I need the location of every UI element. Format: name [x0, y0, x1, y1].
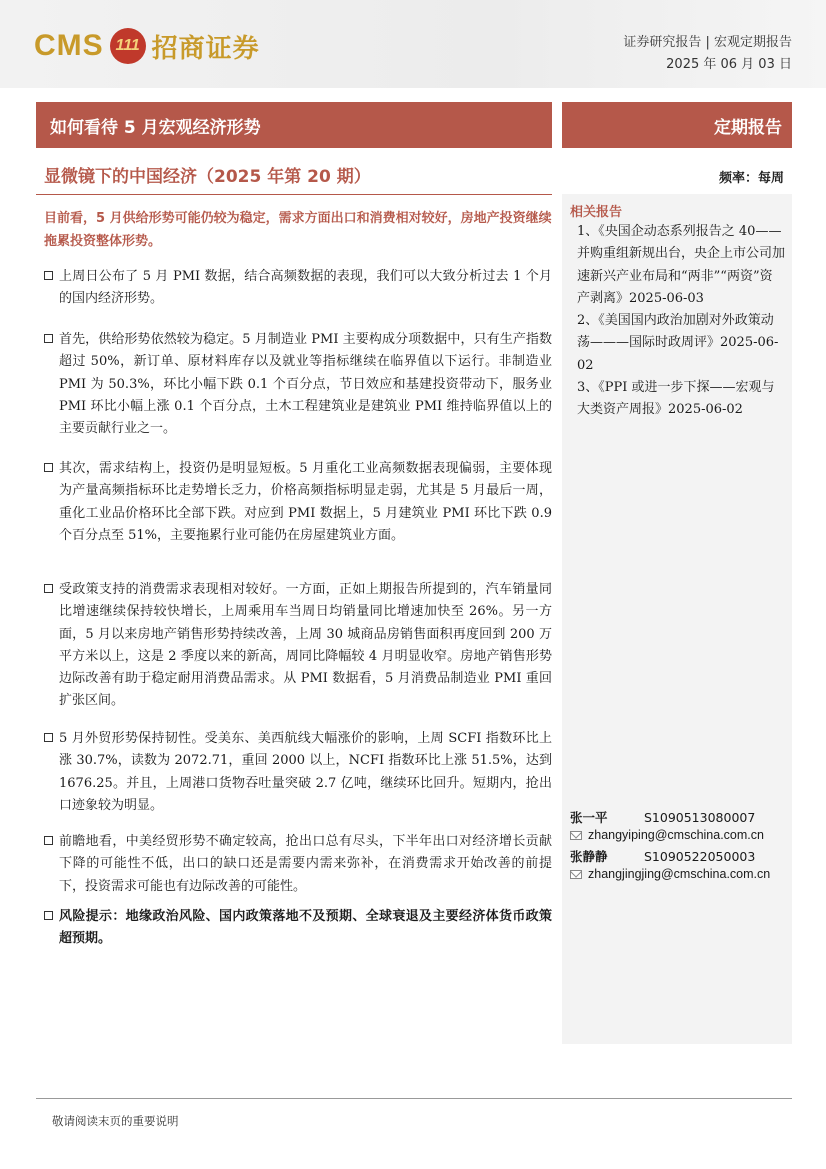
body-paragraph	[44, 266, 552, 311]
square-bullet-icon	[44, 733, 53, 742]
analyst-1	[570, 808, 755, 826]
report-type-tag	[562, 102, 792, 148]
related-report-item[interactable]: 2、《美国国内政治加剧对外政策动荡———国际时政周评》2025-06-02	[577, 313, 779, 373]
analyst-name: 张静静	[570, 849, 608, 864]
analyst-email[interactable]: zhangjingjing@cmschina.com.cn	[588, 867, 771, 881]
logo-text: CMS	[34, 29, 104, 62]
footer-divider	[36, 1098, 792, 1099]
paragraph-text: 5 月外贸形势保持韧性。受美东、美西航线大幅涨价的影响，上周 SCFI 指数环比上涨 30.7%，读数为 2072.71，重回 2000 以上，NCFI 指数环比上涨 51.5%，达到 1676.25。并且，上周港口货物吞吐量突破 2.7 亿吨，继续环比回升。短期内，抢出口迹象较为明显。	[59, 731, 552, 813]
analyst-2-email-line	[570, 867, 770, 881]
analyst-id: S1090522050003	[643, 849, 756, 864]
risk-warning	[44, 906, 552, 951]
paragraph-text: 其次，需求结构上，投资仍是明显短板。5 月重化工业高频数据表现偏弱，主要体现为产量高频指标环比走势增长乏力，价格高频指标明显走弱，尤其是 5 月最后一周，重化工业品价格环比全部下跌。对应到 PMI 数据上，5 月建筑业 PMI 环比下跌 0.9 个百分点至 51%，主要拖累行业可能仍在房屋建筑业方面。	[59, 461, 552, 543]
paragraph-text: 前瞻地看，中美经贸形势不确定较高，抢出口总有尽头，下半年出口对经济增长贡献下降的可能性不低，出口的缺口还是需要内需来弥补，在消费需求开始改善的前提下，投资需求可能也有边际改善的可能性。	[59, 834, 552, 894]
paragraph-text: 首先，供给形势依然较为稳定。5 月制造业 PMI 主要构成分项数据中，只有生产指数超过 50%，新订单、原材料库存以及就业等指标继续在临界值以下运行。非制造业 PMI 为 50.3%，环比小幅下跌 0.1 个百分点，节日效应和基建投资带动下，服务业 PMI 环比小幅上涨 0.1 个百分点，土木工程建筑业是建筑业 PMI 维持临界值以上的主要贡献行业之一。	[59, 332, 552, 437]
doc-date: 2025 年 06 月 03 日	[666, 57, 792, 72]
body-paragraph	[44, 329, 552, 440]
square-bullet-icon	[44, 271, 53, 280]
related-report-item[interactable]: 3、《PPI 或进一步下探——宏观与大类资产周报》2025-06-02	[577, 380, 775, 418]
body-paragraph	[44, 728, 552, 817]
title-bar	[36, 102, 552, 148]
body-paragraph	[44, 458, 552, 547]
related-reports-list	[577, 221, 785, 422]
report-type-label: 定期报告	[714, 117, 782, 138]
risk-text: 风险提示：地缘政治风险、国内政策落地不及预期、全球衰退及主要经济体货币政策超预期。	[59, 909, 552, 947]
analyst-2	[570, 847, 755, 865]
report-title: 如何看待 5 月宏观经济形势	[50, 117, 261, 138]
header-band	[0, 0, 826, 88]
mail-icon	[570, 831, 582, 840]
logo-emblem-icon: 111	[110, 28, 146, 64]
analyst-1-email-line	[570, 828, 764, 842]
related-reports-title: 相关报告	[570, 205, 623, 220]
report-subtitle: 显微镜下的中国经济（2025 年第 20 期）	[44, 167, 371, 187]
body-paragraph	[44, 579, 552, 713]
subtitle-divider	[36, 194, 552, 195]
mail-icon	[570, 870, 582, 879]
square-bullet-icon	[44, 463, 53, 472]
body-paragraph	[44, 831, 552, 898]
analyst-name: 张一平	[570, 810, 608, 825]
summary-text: 目前看，5 月供给形势可能仍较为稳定，需求方面出口和消费相对较好，房地产投资继续拖累投资整体形势。	[44, 211, 552, 249]
frequency-label: 频率：每周	[718, 171, 784, 186]
paragraph-text: 上周日公布了 5 月 PMI 数据，结合高频数据的表现，我们可以大致分析过去 1 个月的国内经济形势。	[59, 269, 552, 307]
paragraph-text: 受政策支持的消费需求表现相对较好。一方面，正如上期报告所提到的，汽车销量同比增速继续保持较快增长，上周乘用车当周日均销量同比增速加快至 26%。另一方面，5 月以来房地产销售形势持续改善，上周 30 城商品房销售面积再度回到 200 万平方米以上，这是 2 季度以来的新高，周同比降幅较 4 月明显收窄。房地产销售形势边际改善有助于稳定耐用消费品需求。从 PMI 数据看，5 月消费品制造业 PMI 重回扩张区间。	[59, 582, 552, 709]
analyst-email[interactable]: zhangyiping@cmschina.com.cn	[588, 828, 764, 842]
footer-note: 敬请阅读末页的重要说明	[52, 1114, 179, 1128]
square-bullet-icon	[44, 836, 53, 845]
related-report-item[interactable]: 1、《央国企动态系列报告之 40——并购重组新规出台，央企上市公司加速新兴产业布局和“两非”“两资”资产剥离》2025-06-03	[577, 224, 786, 306]
doc-type: 证券研究报告 | 宏观定期报告	[623, 35, 792, 50]
square-bullet-icon	[44, 911, 53, 920]
square-bullet-icon	[44, 334, 53, 343]
logo-cn-text: 招商证券	[151, 33, 260, 64]
brand-logo	[34, 26, 260, 66]
square-bullet-icon	[44, 584, 53, 593]
analyst-id: S1090513080007	[643, 810, 756, 825]
